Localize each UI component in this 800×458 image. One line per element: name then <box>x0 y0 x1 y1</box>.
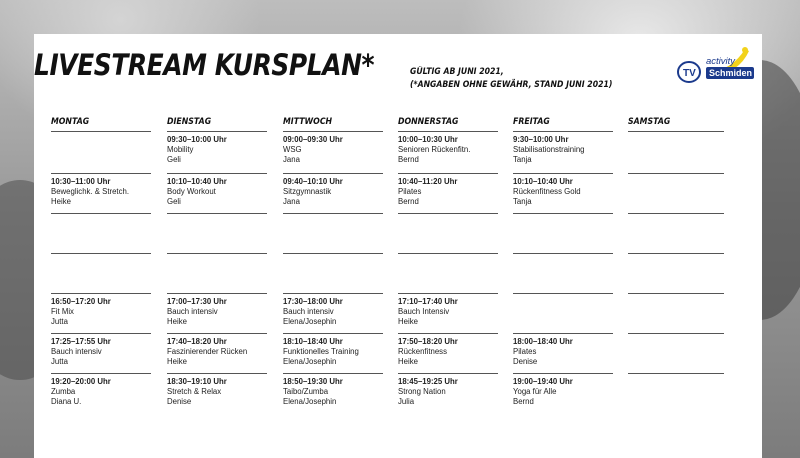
course-slot <box>167 177 271 207</box>
course-trainer: Elena/Josephin <box>283 397 337 406</box>
slot-divider <box>513 373 613 374</box>
course-time: 18:30–19:10 Uhr <box>167 377 227 386</box>
logo-activity-text: activity <box>706 56 736 67</box>
course-trainer: Jutta <box>51 357 68 366</box>
slot-divider <box>51 253 151 254</box>
slot-divider <box>398 173 498 174</box>
day-column-3 <box>398 116 498 406</box>
course-trainer: Jana <box>283 197 300 206</box>
course-slot <box>513 377 617 407</box>
course-time: 09:40–10:10 Uhr <box>283 177 343 186</box>
slot-divider <box>51 293 151 294</box>
slot-divider <box>398 253 498 254</box>
course-trainer: Denise <box>167 397 192 406</box>
logo-schmiden-text: Schmiden <box>709 68 753 78</box>
course-slot <box>398 177 502 207</box>
course-time: 18:00–18:40 Uhr <box>513 337 573 346</box>
slot-divider <box>283 253 383 254</box>
course-slot <box>51 177 155 207</box>
course-trainer: Denise <box>513 357 538 366</box>
slot-divider <box>51 213 151 214</box>
day-column-5 <box>628 116 724 129</box>
day-header: MITTWOCH <box>283 117 333 127</box>
day-header: DONNERSTAG <box>398 117 459 127</box>
slot-divider <box>51 333 151 334</box>
slot-divider <box>167 293 267 294</box>
slot-divider <box>283 373 383 374</box>
course-time: 16:50–17:20 Uhr <box>51 297 111 306</box>
course-time: 17:30–18:00 Uhr <box>283 297 343 306</box>
course-time: 17:25–17:55 Uhr <box>51 337 111 346</box>
svg-text:TV: TV <box>683 68 696 79</box>
page-title: LIVESTREAM KURSPLAN* <box>34 48 375 82</box>
course-trainer: Jana <box>283 155 300 164</box>
course-course: Taibo/Zumba <box>283 387 329 396</box>
course-course: Pilates <box>513 347 537 356</box>
course-course: Rückenfitness Gold <box>513 187 581 196</box>
course-course: Rückenfitness <box>398 347 447 356</box>
slot-divider <box>628 173 724 174</box>
course-course: Beweglichk. & Stretch. <box>51 187 130 196</box>
course-trainer: Elena/Josephin <box>283 317 337 326</box>
slot-divider <box>283 173 383 174</box>
slot-divider <box>628 333 724 334</box>
course-time: 10:30–11:00 Uhr <box>51 177 111 186</box>
course-course: WSG <box>283 145 302 154</box>
course-course: Body Workout <box>167 187 216 196</box>
course-slot <box>513 337 617 367</box>
course-slot <box>283 135 387 165</box>
course-time: 18:50–19:30 Uhr <box>283 377 343 386</box>
course-course: Mobility <box>167 145 194 154</box>
course-trainer: Tanja <box>513 155 532 164</box>
slot-divider <box>398 373 498 374</box>
course-trainer: Bernd <box>398 197 419 206</box>
course-slot <box>167 297 271 327</box>
course-time: 19:20–20:00 Uhr <box>51 377 111 386</box>
slot-divider <box>513 293 613 294</box>
course-time: 18:10–18:40 Uhr <box>283 337 343 346</box>
course-time: 19:00–19:40 Uhr <box>513 377 573 386</box>
slot-divider <box>398 333 498 334</box>
course-time: 09:00–09:30 Uhr <box>283 135 343 144</box>
course-slot <box>283 177 387 207</box>
slot-divider <box>167 333 267 334</box>
course-course: Bauch intensiv <box>167 307 218 316</box>
course-time: 18:45–19:25 Uhr <box>398 377 458 386</box>
slot-divider <box>513 131 613 132</box>
slot-divider <box>167 213 267 214</box>
course-time: 9:30–10:00 Uhr <box>513 135 569 144</box>
slot-divider <box>398 293 498 294</box>
slot-divider <box>513 213 613 214</box>
day-header: MONTAG <box>51 117 90 127</box>
course-slot <box>283 337 387 367</box>
slot-divider <box>628 131 724 132</box>
course-trainer: Jutta <box>51 317 68 326</box>
course-course: Bauch intensiv <box>283 307 334 316</box>
slot-divider <box>398 131 498 132</box>
course-slot <box>513 177 617 207</box>
slot-divider <box>51 131 151 132</box>
course-course: Faszinierender Rücken <box>167 347 248 356</box>
course-trainer: Geli <box>167 197 181 206</box>
slot-divider <box>398 213 498 214</box>
course-slot <box>51 337 155 367</box>
course-slot <box>398 337 502 367</box>
course-course: Stretch & Relax <box>167 387 222 396</box>
course-course: Zumba <box>51 387 76 396</box>
course-course: Stabilisationstraining <box>513 145 585 154</box>
course-course: Bauch Intensiv <box>398 307 450 316</box>
slot-divider <box>51 373 151 374</box>
course-trainer: Diana U. <box>51 397 82 406</box>
slot-divider <box>628 253 724 254</box>
course-time: 17:00–17:30 Uhr <box>167 297 227 306</box>
course-trainer: Heike <box>398 317 418 326</box>
course-trainer: Bernd <box>513 397 534 406</box>
course-trainer: Heike <box>167 357 187 366</box>
course-trainer: Heike <box>398 357 418 366</box>
slot-divider <box>513 173 613 174</box>
course-trainer: Geli <box>167 155 181 164</box>
course-slot <box>398 377 502 407</box>
validity-line-1: GÜLTIG AB JUNI 2021, <box>410 67 504 77</box>
validity-note <box>410 66 612 92</box>
course-time: 17:40–18:20 Uhr <box>167 337 227 346</box>
course-slot <box>167 135 271 165</box>
slot-divider <box>283 213 383 214</box>
slot-divider <box>51 173 151 174</box>
course-course: Pilates <box>398 187 422 196</box>
slot-divider <box>513 253 613 254</box>
course-slot <box>283 297 387 327</box>
day-column-0 <box>51 116 151 406</box>
slot-divider <box>283 131 383 132</box>
day-column-1 <box>167 116 267 406</box>
course-slot <box>51 377 155 407</box>
slot-divider <box>283 333 383 334</box>
course-time: 10:40–11:20 Uhr <box>398 177 458 186</box>
course-slot <box>51 297 155 327</box>
course-time: 17:10–17:40 Uhr <box>398 297 458 306</box>
course-slot <box>398 297 502 327</box>
course-trainer: Julia <box>398 397 415 406</box>
slot-divider <box>283 293 383 294</box>
course-time: 09:30–10:00 Uhr <box>167 135 227 144</box>
course-slot <box>167 337 271 367</box>
course-time: 10:10–10:40 Uhr <box>167 177 227 186</box>
slot-divider <box>167 373 267 374</box>
slot-divider <box>628 373 724 374</box>
course-slot <box>283 377 387 407</box>
course-slot <box>167 377 271 407</box>
slot-divider <box>628 293 724 294</box>
course-time: 10:10–10:40 Uhr <box>513 177 573 186</box>
day-header: DIENSTAG <box>167 117 212 127</box>
course-trainer: Heike <box>51 197 71 206</box>
slot-divider <box>167 173 267 174</box>
course-course: Senioren Rückenfitn. <box>398 145 471 154</box>
day-column-4 <box>513 116 613 406</box>
course-trainer: Heike <box>167 317 187 326</box>
day-column-2 <box>283 116 383 406</box>
course-trainer: Bernd <box>398 155 419 164</box>
day-header: FREITAG <box>513 117 550 127</box>
course-trainer: Elena/Josephin <box>283 357 337 366</box>
course-course: Strong Nation <box>398 387 446 396</box>
course-slot <box>513 135 617 165</box>
slot-divider <box>513 333 613 334</box>
course-course: Bauch intensiv <box>51 347 102 356</box>
course-course: Sitzgymnastik <box>283 187 332 196</box>
course-slot <box>398 135 502 165</box>
course-course: Yoga für Alle <box>513 387 557 396</box>
course-trainer: Tanja <box>513 197 532 206</box>
slot-divider <box>167 131 267 132</box>
slot-divider <box>167 253 267 254</box>
course-time: 17:50–18:20 Uhr <box>398 337 458 346</box>
course-course: Fit Mix <box>51 307 74 316</box>
day-header: SAMSTAG <box>628 117 671 127</box>
course-time: 10:00–10:30 Uhr <box>398 135 458 144</box>
course-course: Funktionelles Training <box>283 347 359 356</box>
slot-divider <box>628 213 724 214</box>
validity-line-2: (*ANGABEN OHNE GEWÄHR, STAND JUNI 2021) <box>410 80 613 90</box>
